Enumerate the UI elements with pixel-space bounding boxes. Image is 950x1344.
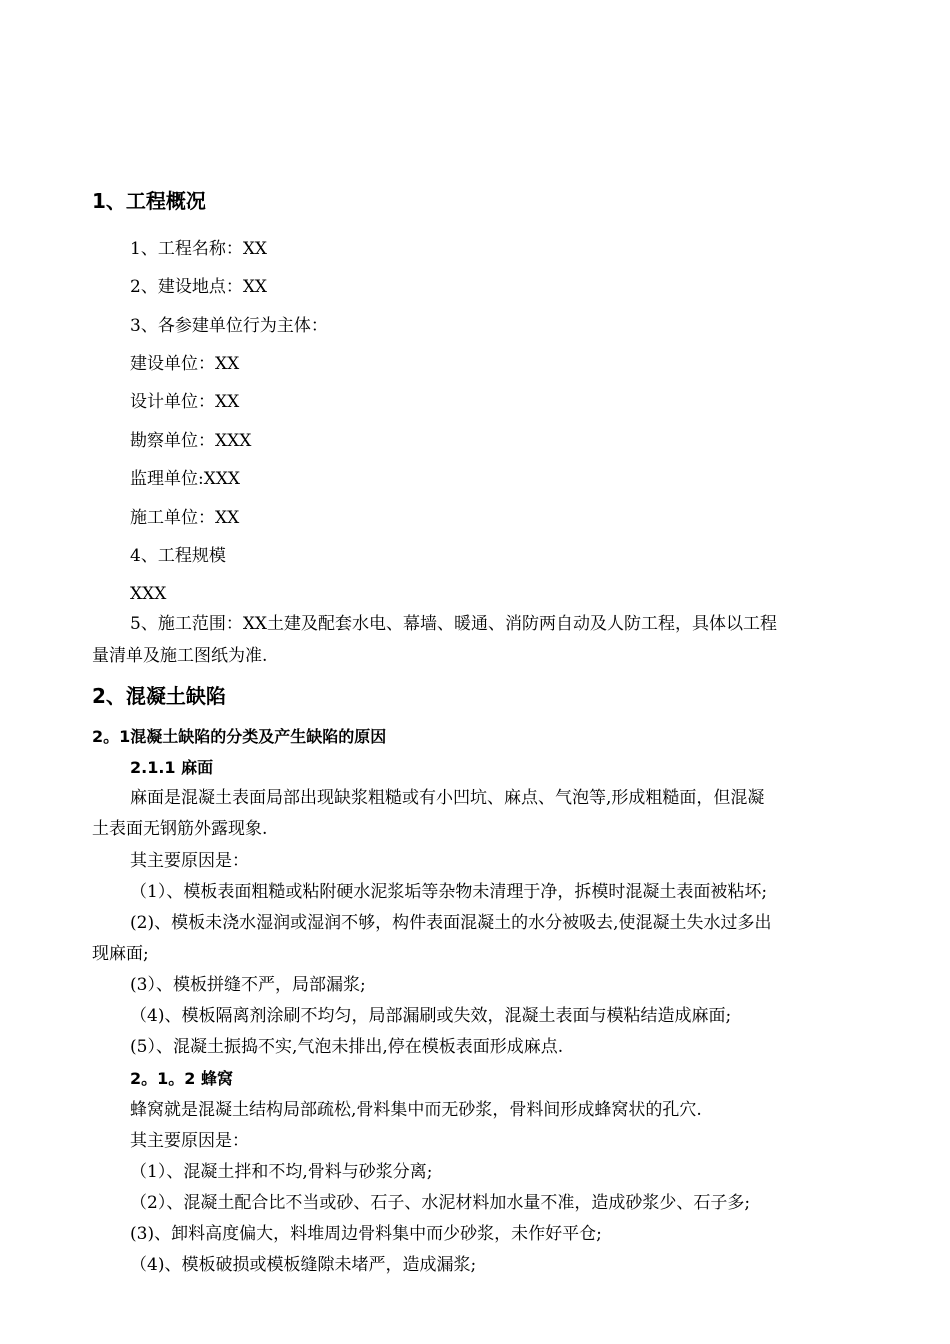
pitting-cause-2-line2: 现麻面; (92, 944, 149, 964)
survey-unit-line: 勘察单位：XXX (130, 431, 252, 451)
pitting-cause-1: （1）、模板表面粗糙或粘附硬水泥浆垢等杂物未清理于净，拆模时混凝土表面被粘坏; (130, 882, 768, 902)
pitting-desc-1: 麻面是混凝土表面局部出现缺浆粗糙或有小凹坑、麻点、气泡等,形成粗糙面，但混凝 (130, 788, 765, 808)
scope-line-1: 5、施工范围：XX土建及配套水电、幕墙、暖通、消防两自动及人防工程，具体以工程 (130, 614, 778, 634)
honeycomb-cause-intro: 其主要原因是： (130, 1131, 249, 1151)
participants-line: 3、各参建单位行为主体： (130, 316, 328, 336)
scale-value: XXX (130, 584, 167, 604)
pitting-cause-5: (5）、混凝土振捣不实,气泡未排出,停在模板表面形成麻点. (130, 1037, 564, 1057)
location-line: 2、建设地点：XX (130, 277, 268, 297)
honeycomb-desc: 蜂窝就是混凝土结构局部疏松,骨料集中而无砂浆，骨料间形成蜂窝状的孔穴. (130, 1100, 702, 1120)
pitting-heading: 2.1.1 麻面 (130, 758, 214, 777)
section1-heading: 1、工程概况 (92, 189, 206, 213)
owner-unit-line: 建设单位：XX (130, 354, 240, 374)
scale-line: 4、工程规模 (130, 546, 226, 566)
honeycomb-heading: 2。1。2 蜂窝 (130, 1069, 233, 1088)
honeycomb-cause-1: （1）、混凝土拌和不均,骨料与砂浆分离; (130, 1162, 433, 1182)
pitting-cause-4: （4)、模板隔离剂涂刷不均匀，局部漏刷或失效，混凝土表面与模粘结造成麻面; (130, 1006, 732, 1026)
section2-1-heading: 2。1混凝土缺陷的分类及产生缺陷的原因 (92, 727, 387, 746)
design-unit-line: 设计单位：XX (130, 392, 240, 412)
pitting-cause-intro: 其主要原因是： (130, 851, 249, 871)
pitting-cause-2-line1: (2)、模板未浇水湿润或湿润不够，构件表面混凝土的水分被吸去,使混凝土失水过多出 (130, 913, 772, 933)
section2-heading: 2、混凝土缺陷 (92, 684, 226, 708)
scope-line-2: 量清单及施工图纸为准. (92, 646, 268, 666)
pitting-desc-2: 土表面无钢筋外露现象. (92, 819, 268, 839)
honeycomb-cause-3: (3)、卸料高度偏大，料堆周边骨料集中而少砂浆，未作好平仓; (130, 1224, 602, 1244)
supervision-unit-line: 监理单位:XXX (130, 469, 241, 489)
honeycomb-cause-4: （4)、模板破损或模板缝隙未堵严，造成漏浆; (130, 1255, 477, 1275)
construction-unit-line: 施工单位：XX (130, 508, 240, 528)
project-name-line: 1、工程名称：XX (130, 239, 268, 259)
honeycomb-cause-2: （2）、混凝土配合比不当或砂、石子、水泥材料加水量不准，造成砂浆少、石子多; (130, 1193, 751, 1213)
pitting-cause-3: (3）、模板拼缝不严，局部漏浆; (130, 975, 366, 995)
